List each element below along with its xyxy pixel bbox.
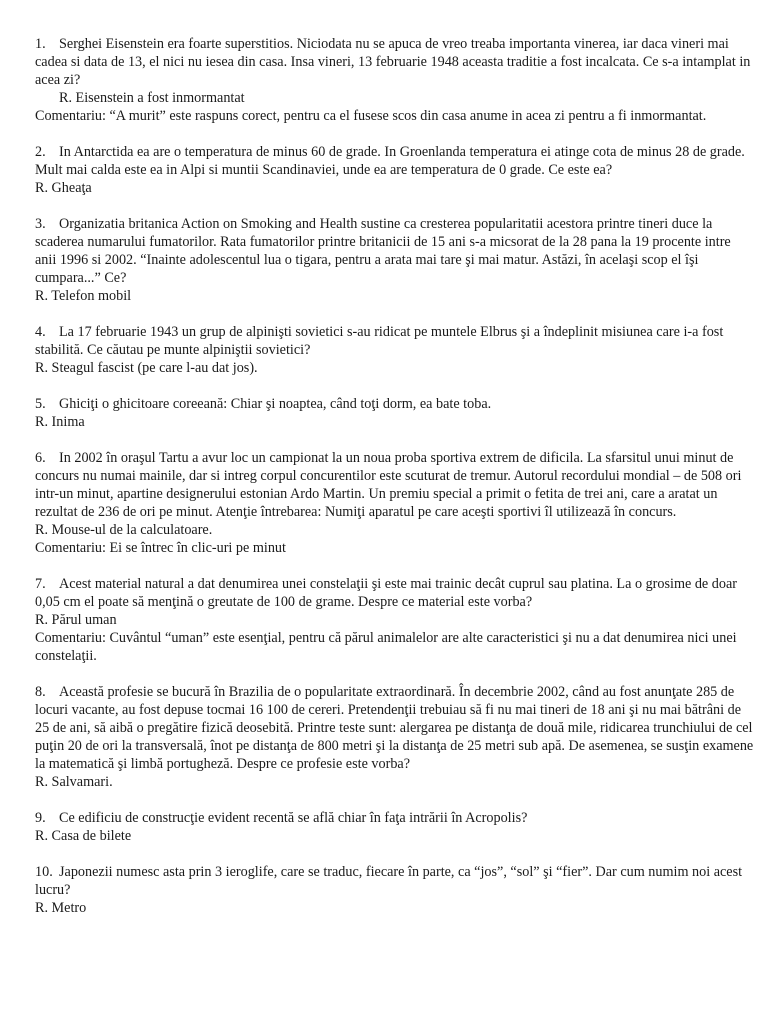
quiz-item-8 [35, 683, 755, 791]
answer-text: R. Eisenstein a fost inmormantat [59, 90, 245, 106]
answer-text: R. Mouse-ul de la calculatoare. [35, 522, 213, 538]
question-text: 5. Ghiciţi o ghicitoare coreeană: Chiar şi noaptea, când toţi dorm, ea bate toba. [35, 396, 492, 412]
question-number: 10. [35, 864, 53, 880]
answer-text: R. Gheaţa [35, 180, 92, 196]
quiz-item-5 [35, 395, 755, 431]
quiz-item-4 [35, 323, 755, 377]
answer-text: R. Inima [35, 414, 85, 430]
question-number: 8. [35, 684, 46, 700]
question-text: 2. In Antarctida ea are o temperatura de minus 60 de grade. In Groenlanda temperatura ei atinge cota de minus 28 de grade. Mult mai calda este ea in Alpi si muntii Scandinaviei, unde ea are temperatura de 0 grade. Ce este ea? [35, 144, 745, 178]
comment-text: Comentariu: Ei se întrec în clic-uri pe minut [35, 540, 286, 556]
question-text: 7. Acest material natural a dat denumirea unei constelaţii şi este mai trainic decât cuprul sau platina. La o grosime de doar 0,05 cm el poate să menţină o greutate de 100 de grame. Despre ce material este vorba? [35, 576, 737, 610]
question-number: 9. [35, 810, 46, 826]
question-number: 3. [35, 216, 46, 232]
question-number: 4. [35, 324, 46, 340]
question-number: 6. [35, 450, 46, 466]
question-text: 3. Organizatia britanica Action on Smoking and Health sustine ca cresterea popularitatii acestora printre tineri duce la scaderea numarului fumatorilor. Rata fumatorilor printre britanicii de 15 ani s-a micsorat de la 28 pana la 19 procente intre anii 1996 si 2002. “Inainte adolescentul lua o tigara, pentru a arata mai tare şi mai matur. Astăzi, în acelaşi scop el îşi cumpara...” Ce? [35, 216, 731, 286]
quiz-item-7 [35, 575, 755, 665]
quiz-item-3 [35, 215, 755, 305]
answer-text: R. Părul uman [35, 612, 117, 628]
quiz-document [35, 35, 755, 935]
quiz-item-6 [35, 449, 755, 557]
answer-text: R. Metro [35, 900, 87, 916]
quiz-item-1 [35, 35, 755, 125]
question-number: 1. [35, 36, 46, 52]
quiz-item-2 [35, 143, 755, 197]
question-text: 9. Ce edificiu de construcţie evident recentă se află chiar în faţa intrării în Acropolis? [35, 810, 528, 826]
question-number: 5. [35, 396, 46, 412]
question-text: 8. Această profesie se bucură în Brazilia de o popularitate extraordinară. În decembrie 2002, când au fost anunţate 285 de locuri vacante, au fost depuse tocmai 16 100 de cereri. Pretendenţii trebuiau să fi nu mai tineri de 18 ani şi nu mai bătrâni de 25 de ani, să aibă o pregătire fizică deosebită. Printre teste sunt: alergarea pe distanţa de două mile, ridicarea trunchiului de cel puţin 20 de ori la transversală, înot pe distanţa de 800 metri şi la distanţa de 25 metri sub apă. De asemenea, se susţin examene la matematică şi limbă portugheză. Despre ce profesie este vorba? [35, 684, 754, 772]
comment-text: Comentariu: Cuvântul “uman” este esenţial, pentru că părul animalelor are alte caracteristici şi nu a dat denumirea nici unei constelaţii. [35, 630, 737, 664]
question-text: 4. La 17 februarie 1943 un grup de alpinişti sovietici s-au ridicat pe muntele Elbrus şi a îndeplinit misiunea care i-a fost stabilită. Ce căutau pe munte alpiniştii sovietici? [35, 324, 724, 358]
quiz-item-10 [35, 863, 755, 917]
answer-text: R. Steagul fascist (pe care l-au dat jos). [35, 360, 258, 376]
answer-text: R. Casa de bilete [35, 828, 132, 844]
question-number: 7. [35, 576, 46, 592]
answer-text: R. Salvamari. [35, 774, 113, 790]
question-number: 2. [35, 144, 46, 160]
question-text: 6. In 2002 în oraşul Tartu a avur loc un campionat la un noua proba sportiva extrem de dificila. La sfarsitul unui minut de concurs nu numai mainile, dar si intreg corpul concurentilor este scuturat de tremur. Autorul recordului mondial – de 508 ori intr-un minut, apartine designerului estonian Ardo Martin. Un premiu special a primit o fetita de trei ani, care a aratat un rezultat de 236 de ori pe minut. Atenţie întrebarea: Numiţi aparatul pe care aceşti sportivi îl utilizează în concurs. [35, 450, 742, 520]
question-text: 10. Japonezii numesc asta prin 3 ieroglife, care se traduc, fiecare în parte, ca “jos”, “sol” şi “fier”. Dar cum numim noi acest lucru? [35, 864, 743, 898]
answer-text: R. Telefon mobil [35, 288, 132, 304]
question-text: 1. Serghei Eisenstein era foarte superstitios. Niciodata nu se apuca de vreo treaba importanta vinerea, iar daca vineri mai cadea si data de 13, el nici nu iesea din casa. Insa vineri, 13 februarie 1948 aceasta traditie a fost incalcata. Ce s-a intamplat in acea zi? [35, 36, 751, 88]
quiz-item-9 [35, 809, 755, 845]
comment-text: Comentariu: “A murit” este raspuns corect, pentru ca el fusese scos din casa anume in acea zi pentru a fi inmormantat. [35, 108, 707, 124]
